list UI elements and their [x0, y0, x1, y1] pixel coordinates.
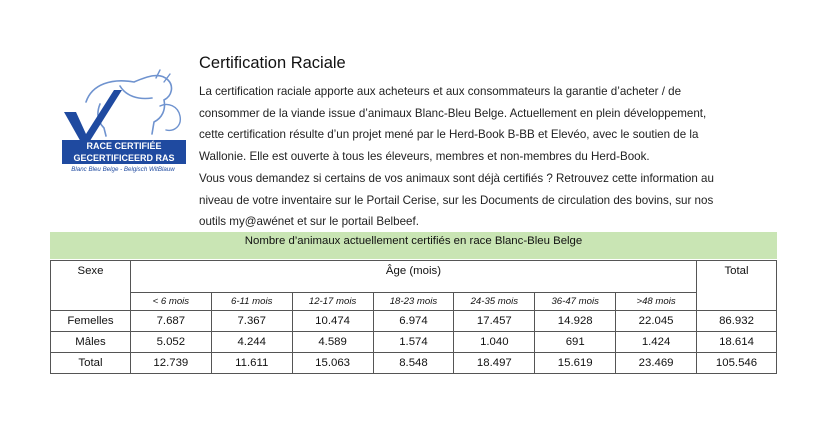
paragraph-line: niveau de votre inventaire sur le Portail Cerise, sur les Documents de circulation des bovins, sur nos	[199, 193, 714, 207]
cow-checkmark-icon	[56, 62, 190, 166]
table-cell: 7.367	[211, 311, 292, 332]
table-cell: 1.424	[616, 332, 697, 353]
table-header-row	[51, 261, 777, 293]
row-total: 18.614	[697, 332, 777, 353]
page-title: Certification Raciale	[199, 54, 346, 72]
table-cell: 4.244	[211, 332, 292, 353]
table-cell: 691	[535, 332, 616, 353]
table-cell: 23.469	[616, 353, 697, 374]
age-group-cell: 12-17 mois	[292, 293, 373, 311]
table-cell: 1.040	[454, 332, 535, 353]
row-label: Total	[51, 353, 131, 374]
age-group-cell: 24-35 mois	[454, 293, 535, 311]
row-label: Femelles	[51, 311, 131, 332]
table-cell: 22.045	[616, 311, 697, 332]
row-label: Mâles	[51, 332, 131, 353]
table-cell: 15.619	[535, 353, 616, 374]
table-cell: 5.052	[130, 332, 211, 353]
table-cell: 7.687	[130, 311, 211, 332]
table-cell: 8.548	[373, 353, 454, 374]
table-cell: 4.589	[292, 332, 373, 353]
row-total: 105.546	[697, 353, 777, 374]
paragraph-line: outils my@awénet et sur le portail Belbeef.	[199, 215, 419, 229]
table-row	[51, 353, 777, 374]
sexe-header: Sexe	[51, 261, 131, 311]
logo-line1: RACE CERTIFIÉE	[86, 141, 162, 151]
table-cell: 10.474	[292, 311, 373, 332]
age-group-cell: 6-11 mois	[211, 293, 292, 311]
paragraph-line: consommer de la viande issue d’animaux Blanc-Bleu Belge. Actuellement en plein développement,	[199, 106, 707, 120]
age-group-cell: < 6 mois	[130, 293, 211, 311]
row-total: 86.932	[697, 311, 777, 332]
intro-paragraph	[199, 81, 799, 233]
logo-line2: GECERTIFICEERD RAS	[73, 153, 175, 163]
age-group-cell: >48 mois	[616, 293, 697, 311]
certification-table	[50, 260, 777, 374]
table-cell: 12.739	[130, 353, 211, 374]
table-banner: Nombre d’animaux actuellement certifiés en race Blanc-Bleu Belge	[50, 232, 777, 259]
total-header: Total	[697, 261, 777, 311]
race-certifiee-logo	[56, 62, 190, 180]
paragraph-line: Vous vous demandez si certains de vos animaux sont déjà certifiés ? Retrouvez cette information au	[199, 171, 714, 185]
table-cell: 1.574	[373, 332, 454, 353]
table-row	[51, 311, 777, 332]
paragraph-line: La certification raciale apporte aux acheteurs et aux consommateurs la garantie d’acheter / de	[199, 85, 682, 98]
table-cell: 14.928	[535, 311, 616, 332]
table-cell: 11.611	[211, 353, 292, 374]
table-cell: 6.974	[373, 311, 454, 332]
paragraph-line: Wallonie. Elle est ouverte à tous les éleveurs, membres et non-membres du Herd-Book.	[199, 150, 650, 164]
table-cell: 18.497	[454, 353, 535, 374]
age-group-cell: 18-23 mois	[373, 293, 454, 311]
table-row	[51, 332, 777, 353]
paragraph-line: cette certification résulte d’un projet mené par le Herd-Book B-BB et Elevéo, avec le soutien de la	[199, 128, 699, 142]
table-cell: 17.457	[454, 311, 535, 332]
age-group-row	[51, 293, 777, 311]
logo-caption: Blanc Bleu Belge - Belgisch WitBlauw	[71, 166, 175, 173]
table-cell: 15.063	[292, 353, 373, 374]
age-group-cell: 36-47 mois	[535, 293, 616, 311]
age-header: Âge (mois)	[130, 261, 696, 293]
